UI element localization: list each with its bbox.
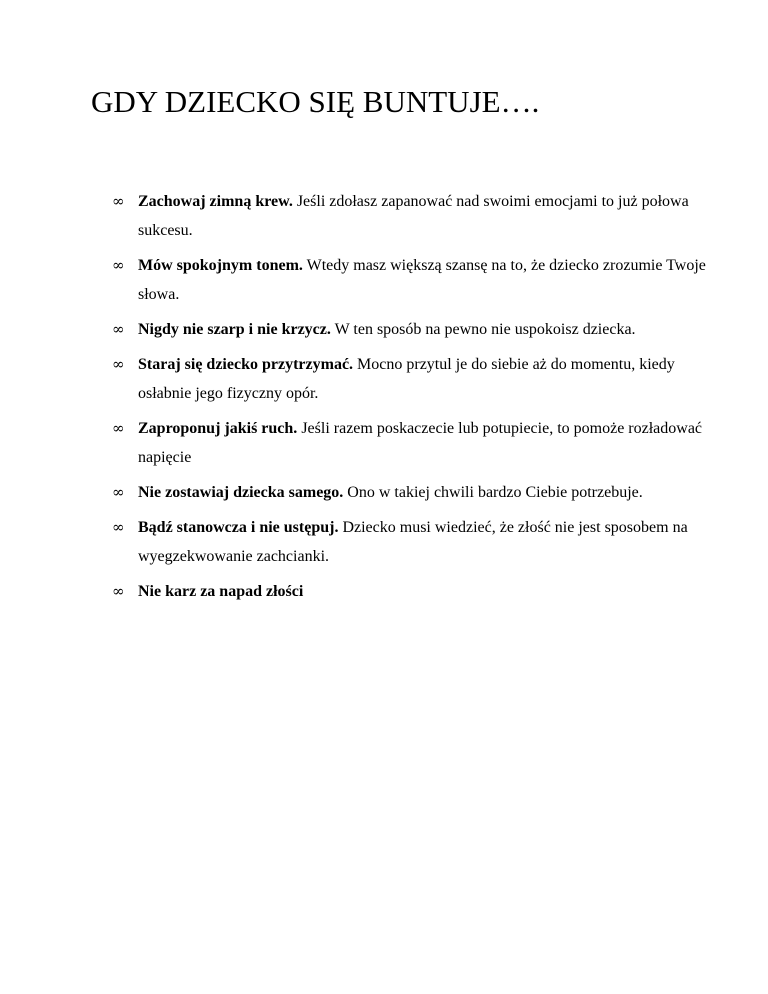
tips-list: [112, 187, 712, 612]
infinity-bullet-icon: ∞: [112, 256, 125, 274]
item-text: Ono w takiej chwili bardzo Ciebie potrzebuje.: [343, 484, 643, 501]
item-lead: Nigdy nie szarp i nie krzycz.: [138, 321, 331, 338]
item-lead: Nie zostawiaj dziecka samego.: [138, 484, 344, 501]
item-text: Wtedy masz większą szansę na to, że dziecko zrozumie Twoje słowa.: [138, 257, 706, 303]
list-item: [112, 577, 712, 606]
item-text: Dziecko musi wiedzieć, że złość nie jest sposobem na wyegzekwowanie zachcianki.: [138, 519, 688, 565]
page-title: GDY DZIECKO SIĘ BUNTUJE….: [91, 84, 540, 119]
infinity-bullet-icon: ∞: [112, 518, 125, 536]
infinity-bullet-icon: ∞: [112, 582, 125, 600]
item-lead: Staraj się dziecko przytrzymać.: [138, 356, 354, 373]
list-item: [112, 251, 712, 309]
list-item: [112, 315, 712, 344]
infinity-bullet-icon: ∞: [112, 192, 125, 210]
item-lead: Mów spokojnym tonem.: [138, 257, 303, 274]
list-item: [112, 414, 712, 472]
list-item: [112, 350, 712, 408]
list-item: [112, 187, 712, 245]
item-lead: Bądź stanowcza i nie ustępuj.: [138, 519, 339, 536]
infinity-bullet-icon: ∞: [112, 355, 125, 373]
item-text: W ten sposób na pewno nie uspokoisz dziecka.: [330, 321, 636, 338]
item-lead: Zachowaj zimną krew.: [138, 193, 293, 210]
infinity-bullet-icon: ∞: [112, 320, 125, 338]
item-lead: Nie karz za napad złości: [138, 583, 304, 600]
list-item: [112, 513, 712, 571]
item-lead: Zaproponuj jakiś ruch.: [138, 420, 298, 437]
item-text: Mocno przytul je do siebie aż do momentu, kiedy osłabnie jego fizyczny opór.: [138, 356, 675, 402]
list-item: [112, 478, 712, 507]
item-text: Jeśli zdołasz zapanować nad swoimi emocjami to już połowa sukcesu.: [138, 193, 689, 239]
item-text: Jeśli razem poskaczecie lub potupiecie, to pomoże rozładować napięcie: [138, 420, 703, 466]
infinity-bullet-icon: ∞: [112, 483, 125, 501]
infinity-bullet-icon: ∞: [112, 419, 125, 437]
